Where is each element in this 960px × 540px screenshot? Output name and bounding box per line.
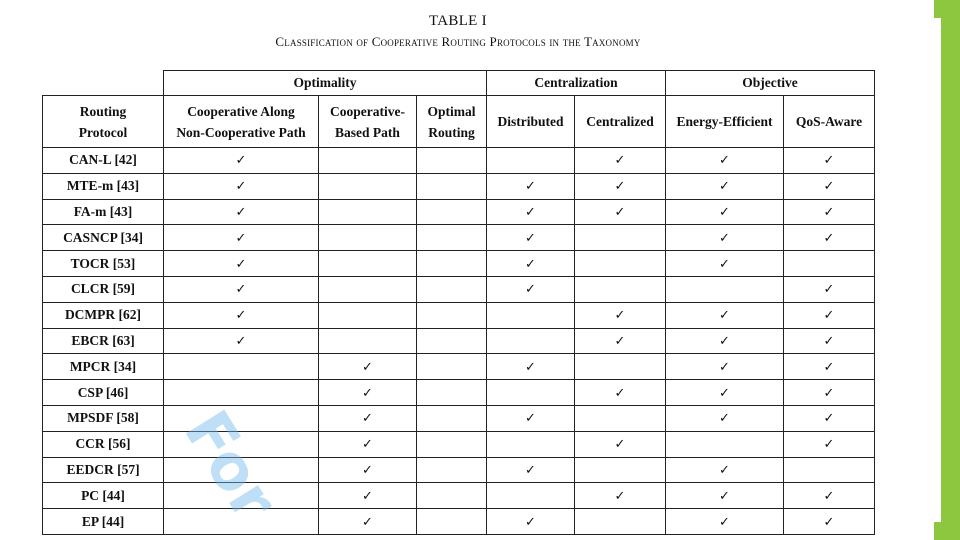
check-mark-icon: ✓ — [823, 230, 835, 246]
table-row — [43, 457, 875, 483]
col-coop-based — [319, 96, 417, 148]
protocol-name: MPCR [34] — [43, 354, 164, 380]
check-mark-icon: ✓ — [823, 153, 835, 169]
check-mark-icon: ✓ — [719, 385, 730, 401]
check-mark-icon: ✓ — [823, 282, 835, 298]
group-objective: Objective — [666, 71, 875, 96]
empty-cell — [319, 328, 417, 354]
empty-cell — [575, 276, 666, 302]
check-mark-icon: ✓ — [823, 385, 835, 401]
empty-cell — [417, 405, 487, 431]
empty-cell — [417, 251, 487, 277]
check-cell — [575, 483, 666, 509]
empty-cell — [575, 509, 666, 535]
check-mark-icon: ✓ — [614, 179, 626, 195]
check-cell — [487, 276, 575, 302]
protocol-name: DCMPR [62] — [43, 302, 164, 328]
group-optimality: Optimality — [164, 71, 487, 96]
empty-cell — [487, 431, 575, 457]
check-mark-icon: ✓ — [823, 359, 835, 375]
check-cell — [164, 251, 319, 277]
check-cell — [666, 199, 784, 225]
empty-cell — [319, 302, 417, 328]
check-cell — [666, 380, 784, 406]
check-cell — [487, 225, 575, 251]
check-mark-icon: ✓ — [235, 179, 247, 195]
table-row — [43, 251, 875, 277]
check-cell — [666, 225, 784, 251]
table-row — [43, 302, 875, 328]
col-optimal — [417, 96, 487, 148]
check-cell — [666, 302, 784, 328]
empty-cell — [575, 354, 666, 380]
protocol-name: EP [44] — [43, 509, 164, 535]
check-cell — [666, 509, 784, 535]
empty-cell — [319, 251, 417, 277]
empty-cell — [487, 483, 575, 509]
check-cell — [666, 483, 784, 509]
check-cell — [784, 405, 875, 431]
table-row — [43, 431, 875, 457]
check-cell — [164, 199, 319, 225]
table-row — [43, 509, 875, 535]
empty-cell — [417, 225, 487, 251]
empty-cell — [666, 276, 784, 302]
empty-cell — [417, 328, 487, 354]
check-mark-icon: ✓ — [614, 437, 626, 453]
check-cell — [575, 380, 666, 406]
col-optimal-line-2: Routing — [428, 124, 475, 140]
check-cell — [319, 457, 417, 483]
check-mark-icon: ✓ — [362, 385, 373, 401]
watermark-text: For — [170, 398, 292, 533]
empty-cell — [784, 251, 875, 277]
check-mark-icon: ✓ — [719, 333, 730, 349]
accent-inner-panel — [931, 18, 941, 522]
check-mark-icon: ✓ — [719, 488, 730, 504]
check-cell — [164, 148, 319, 174]
check-mark-icon: ✓ — [362, 514, 373, 530]
check-cell — [666, 173, 784, 199]
check-mark-icon: ✓ — [614, 204, 626, 220]
col-qos-aware: QoS-Aware — [784, 96, 875, 148]
table-row — [43, 328, 875, 354]
col-routing-protocol — [43, 96, 164, 148]
check-cell — [164, 225, 319, 251]
check-mark-icon: ✓ — [614, 153, 626, 169]
check-mark-icon: ✓ — [362, 437, 373, 453]
empty-cell — [666, 431, 784, 457]
check-cell — [487, 199, 575, 225]
group-header-row — [43, 71, 875, 96]
check-cell — [487, 251, 575, 277]
col-routing-protocol-line-1: Routing — [79, 103, 127, 119]
protocol-name: CASNCP [34] — [43, 225, 164, 251]
check-cell — [666, 251, 784, 277]
table-row — [43, 225, 875, 251]
col-coop-based-line-1: Cooperative- — [330, 103, 405, 119]
check-cell — [575, 431, 666, 457]
protocol-name: CSP [46] — [43, 380, 164, 406]
check-cell — [487, 457, 575, 483]
empty-cell — [164, 405, 319, 431]
protocol-name: MTE-m [43] — [43, 173, 164, 199]
check-mark-icon: ✓ — [362, 488, 373, 504]
check-cell — [784, 380, 875, 406]
col-energy-efficient: Energy-Efficient — [666, 96, 784, 148]
empty-cell — [575, 457, 666, 483]
check-mark-icon: ✓ — [719, 308, 730, 324]
empty-cell — [417, 302, 487, 328]
protocol-name: PC [44] — [43, 483, 164, 509]
check-mark-icon: ✓ — [823, 488, 835, 504]
check-mark-icon: ✓ — [614, 488, 626, 504]
check-cell — [164, 173, 319, 199]
empty-cell — [417, 509, 487, 535]
protocol-name: FA-m [43] — [43, 199, 164, 225]
protocol-name: CAN-L [42] — [43, 148, 164, 174]
protocol-name: EEDCR [57] — [43, 457, 164, 483]
header-corner — [43, 71, 164, 96]
check-cell — [784, 148, 875, 174]
empty-cell — [417, 148, 487, 174]
check-mark-icon: ✓ — [614, 333, 626, 349]
check-mark-icon: ✓ — [823, 437, 835, 453]
check-cell — [319, 354, 417, 380]
empty-cell — [319, 148, 417, 174]
check-mark-icon: ✓ — [719, 256, 730, 272]
check-mark-icon: ✓ — [719, 230, 730, 246]
check-cell — [784, 431, 875, 457]
table-row — [43, 354, 875, 380]
check-cell — [319, 380, 417, 406]
check-mark-icon: ✓ — [719, 179, 730, 195]
check-mark-icon: ✓ — [235, 333, 247, 349]
check-mark-icon: ✓ — [719, 514, 730, 530]
empty-cell — [417, 354, 487, 380]
empty-cell — [319, 173, 417, 199]
empty-cell — [487, 328, 575, 354]
check-mark-icon: ✓ — [362, 359, 373, 375]
table-title: Classification of Cooperative Routing Protocols in the Taxonomy — [275, 34, 641, 49]
table-row — [43, 276, 875, 302]
check-cell — [575, 148, 666, 174]
protocol-name: EBCR [63] — [43, 328, 164, 354]
check-cell — [575, 328, 666, 354]
check-mark-icon: ✓ — [823, 179, 835, 195]
empty-cell — [164, 354, 319, 380]
check-mark-icon: ✓ — [719, 359, 730, 375]
check-cell — [784, 276, 875, 302]
check-mark-icon: ✓ — [823, 204, 835, 220]
check-cell — [666, 328, 784, 354]
check-mark-icon: ✓ — [525, 230, 536, 246]
empty-cell — [164, 509, 319, 535]
col-coop-along — [164, 96, 319, 148]
table-body — [43, 148, 875, 535]
check-cell — [784, 328, 875, 354]
check-mark-icon: ✓ — [823, 514, 835, 530]
empty-cell — [417, 199, 487, 225]
column-header-row — [43, 96, 875, 148]
check-cell — [784, 225, 875, 251]
protocol-name: CLCR [59] — [43, 276, 164, 302]
check-mark-icon: ✓ — [525, 282, 536, 298]
check-mark-icon: ✓ — [525, 179, 536, 195]
check-cell — [666, 457, 784, 483]
check-mark-icon: ✓ — [823, 308, 835, 324]
check-mark-icon: ✓ — [525, 411, 536, 427]
check-cell — [487, 405, 575, 431]
check-mark-icon: ✓ — [235, 153, 247, 169]
protocol-name: TOCR [53] — [43, 251, 164, 277]
check-mark-icon: ✓ — [719, 462, 730, 478]
check-mark-icon: ✓ — [235, 282, 247, 298]
check-mark-icon: ✓ — [525, 514, 536, 530]
check-cell — [319, 405, 417, 431]
check-mark-icon: ✓ — [362, 462, 373, 478]
empty-cell — [575, 251, 666, 277]
check-cell — [487, 354, 575, 380]
protocol-name: MPSDF [58] — [43, 405, 164, 431]
check-mark-icon: ✓ — [235, 204, 247, 220]
check-mark-icon: ✓ — [525, 359, 536, 375]
check-mark-icon: ✓ — [235, 256, 247, 272]
table-label: TABLE I — [429, 13, 487, 29]
check-cell — [784, 509, 875, 535]
check-mark-icon: ✓ — [614, 385, 626, 401]
check-mark-icon: ✓ — [525, 462, 536, 478]
check-cell — [784, 173, 875, 199]
check-cell — [164, 276, 319, 302]
empty-cell — [319, 199, 417, 225]
empty-cell — [487, 380, 575, 406]
empty-cell — [575, 405, 666, 431]
col-routing-protocol-line-2: Protocol — [78, 124, 128, 140]
empty-cell — [319, 225, 417, 251]
empty-cell — [417, 431, 487, 457]
table-row — [43, 483, 875, 509]
check-cell — [784, 354, 875, 380]
check-cell — [784, 199, 875, 225]
col-distributed: Distributed — [487, 96, 575, 148]
check-mark-icon: ✓ — [235, 308, 247, 324]
check-mark-icon: ✓ — [525, 204, 536, 220]
check-mark-icon: ✓ — [719, 153, 730, 169]
empty-cell — [164, 457, 319, 483]
empty-cell — [417, 457, 487, 483]
taxonomy-table — [42, 70, 875, 535]
check-mark-icon: ✓ — [823, 411, 835, 427]
empty-cell — [319, 276, 417, 302]
empty-cell — [164, 483, 319, 509]
check-cell — [487, 509, 575, 535]
group-centralization: Centralization — [487, 71, 666, 96]
empty-cell — [487, 302, 575, 328]
col-optimal-line-1: Optimal — [427, 103, 476, 119]
protocol-name: CCR [56] — [43, 431, 164, 457]
empty-cell — [164, 380, 319, 406]
check-mark-icon: ✓ — [525, 256, 536, 272]
col-coop-based-line-2: Based Path — [335, 124, 400, 140]
empty-cell — [164, 431, 319, 457]
check-cell — [784, 483, 875, 509]
table-row — [43, 380, 875, 406]
check-cell — [319, 483, 417, 509]
check-cell — [575, 173, 666, 199]
empty-cell — [417, 173, 487, 199]
empty-cell — [417, 380, 487, 406]
table-row — [43, 148, 875, 174]
empty-cell — [575, 225, 666, 251]
check-mark-icon: ✓ — [719, 411, 730, 427]
check-cell — [319, 431, 417, 457]
table-row — [43, 173, 875, 199]
table-row — [43, 405, 875, 431]
check-mark-icon: ✓ — [719, 204, 730, 220]
check-cell — [164, 302, 319, 328]
col-coop-along-line-2: Non-Cooperative Path — [176, 124, 306, 140]
col-coop-along-line-1: Cooperative Along — [187, 103, 295, 119]
check-cell — [164, 328, 319, 354]
check-cell — [319, 509, 417, 535]
check-cell — [575, 302, 666, 328]
check-cell — [666, 148, 784, 174]
empty-cell — [784, 457, 875, 483]
check-cell — [784, 302, 875, 328]
empty-cell — [417, 483, 487, 509]
check-cell — [666, 354, 784, 380]
col-centralized: Centralized — [575, 96, 666, 148]
empty-cell — [417, 276, 487, 302]
check-cell — [487, 173, 575, 199]
check-cell — [666, 405, 784, 431]
empty-cell — [487, 148, 575, 174]
check-mark-icon: ✓ — [235, 230, 247, 246]
check-mark-icon: ✓ — [823, 333, 835, 349]
check-mark-icon: ✓ — [362, 411, 373, 427]
check-cell — [575, 199, 666, 225]
check-mark-icon: ✓ — [614, 308, 626, 324]
table-row — [43, 199, 875, 225]
